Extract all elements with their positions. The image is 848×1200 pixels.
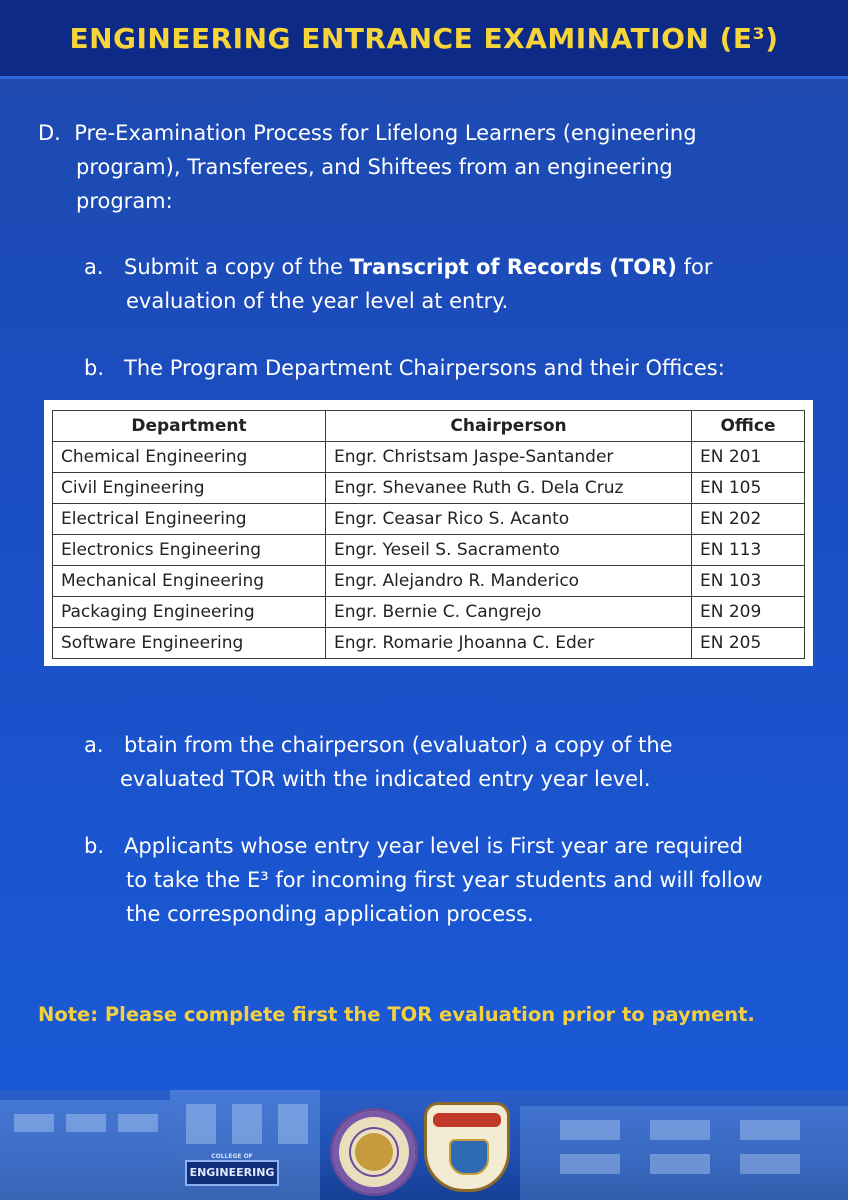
item-a-obtain-tor bbox=[84, 728, 673, 796]
item-b-text: The Program Department Chairpersons and their Offices: bbox=[124, 356, 725, 380]
cell-office: EN 205 bbox=[692, 628, 805, 659]
item-a2-line1: btain from the chairperson (evaluator) a copy of the bbox=[124, 733, 673, 757]
item-a-line2: evaluation of the year level at entry. bbox=[126, 289, 509, 313]
coe-seal-shield bbox=[449, 1139, 489, 1175]
item-b2-marker: b. bbox=[84, 834, 105, 858]
building-window bbox=[740, 1120, 800, 1140]
item-b2-line3: the corresponding application process. bbox=[126, 902, 534, 926]
building-window bbox=[118, 1114, 158, 1132]
page-header bbox=[0, 0, 848, 79]
item-a2-marker: a. bbox=[84, 733, 104, 757]
building-window bbox=[232, 1104, 262, 1144]
item-a-text-pre: Submit a copy of the bbox=[124, 255, 350, 279]
item-b-first-year bbox=[84, 829, 763, 931]
table-row bbox=[53, 628, 805, 659]
building-window bbox=[560, 1154, 620, 1174]
building-window bbox=[14, 1114, 54, 1132]
item-a2-line2: evaluated TOR with the indicated entry year level. bbox=[120, 767, 651, 791]
section-d-line1: Pre-Examination Process for Lifelong Learners (engineering bbox=[74, 121, 697, 145]
tor-bold-text: Transcript of Records (TOR) bbox=[349, 255, 677, 279]
section-d-paragraph bbox=[38, 116, 798, 218]
section-d-line3: program: bbox=[76, 189, 173, 213]
engineering-sign bbox=[185, 1153, 279, 1186]
cell-office: EN 209 bbox=[692, 597, 805, 628]
cell-chairperson: Engr. Romarie Jhoanna C. Eder bbox=[326, 628, 692, 659]
section-d-line2: program), Transferees, and Shiftees from an engineering bbox=[76, 155, 673, 179]
building-window bbox=[186, 1104, 216, 1144]
table-row bbox=[53, 442, 805, 473]
cell-chairperson: Engr. Yeseil S. Sacramento bbox=[326, 535, 692, 566]
item-a-marker: a. bbox=[84, 255, 104, 279]
header-chairperson: Chairperson bbox=[326, 411, 692, 442]
item-b2-line1: Applicants whose entry year level is First year are required bbox=[124, 834, 743, 858]
engineering-sign-small: COLLEGE OF bbox=[211, 1153, 253, 1160]
cell-department: Software Engineering bbox=[53, 628, 326, 659]
cell-office: EN 201 bbox=[692, 442, 805, 473]
table-row bbox=[53, 597, 805, 628]
footer-campus-photo bbox=[0, 1090, 848, 1200]
cell-department: Mechanical Engineering bbox=[53, 566, 326, 597]
item-b-chairpersons bbox=[84, 351, 725, 385]
cell-department: Packaging Engineering bbox=[53, 597, 326, 628]
item-a-submit-tor bbox=[84, 250, 712, 318]
page-title: ENGINEERING ENTRANCE EXAMINATION (E³) bbox=[69, 21, 779, 55]
cell-chairperson: Engr. Ceasar Rico S. Acanto bbox=[326, 504, 692, 535]
item-a-text-post: for bbox=[676, 255, 713, 279]
cell-chairperson: Engr. Bernie C. Cangrejo bbox=[326, 597, 692, 628]
building-window bbox=[650, 1154, 710, 1174]
table-row bbox=[53, 535, 805, 566]
item-b-marker: b. bbox=[84, 356, 105, 380]
cell-chairperson: Engr. Shevanee Ruth G. Dela Cruz bbox=[326, 473, 692, 504]
cpu-seal-logo bbox=[330, 1108, 418, 1196]
header-department: Department bbox=[53, 411, 326, 442]
chairpersons-table-container bbox=[44, 400, 813, 666]
chairpersons-table bbox=[52, 410, 805, 659]
building-window bbox=[560, 1120, 620, 1140]
building-window bbox=[66, 1114, 106, 1132]
cell-department: Chemical Engineering bbox=[53, 442, 326, 473]
table-row bbox=[53, 566, 805, 597]
engineering-sign-text: ENGINEERING bbox=[189, 1166, 275, 1179]
payment-note: Note: Please complete first the TOR evaluation prior to payment. bbox=[38, 1003, 755, 1026]
building-window bbox=[278, 1104, 308, 1144]
cell-office: EN 103 bbox=[692, 566, 805, 597]
table-header-row bbox=[53, 411, 805, 442]
cell-department: Civil Engineering bbox=[53, 473, 326, 504]
cell-department: Electrical Engineering bbox=[53, 504, 326, 535]
header-office: Office bbox=[692, 411, 805, 442]
cpu-seal-emblem bbox=[355, 1133, 393, 1171]
cell-chairperson: Engr. Alejandro R. Manderico bbox=[326, 566, 692, 597]
cell-department: Electronics Engineering bbox=[53, 535, 326, 566]
cell-office: EN 113 bbox=[692, 535, 805, 566]
cell-office: EN 105 bbox=[692, 473, 805, 504]
item-b2-line2: to take the E³ for incoming first year students and will follow bbox=[126, 868, 763, 892]
coe-seal-banner bbox=[433, 1113, 501, 1127]
table-row bbox=[53, 473, 805, 504]
section-d-marker: D. bbox=[38, 121, 61, 145]
building-window bbox=[740, 1154, 800, 1174]
table-row bbox=[53, 504, 805, 535]
cell-office: EN 202 bbox=[692, 504, 805, 535]
coe-seal-logo bbox=[424, 1102, 510, 1192]
building-window bbox=[650, 1120, 710, 1140]
cell-chairperson: Engr. Christsam Jaspe-Santander bbox=[326, 442, 692, 473]
